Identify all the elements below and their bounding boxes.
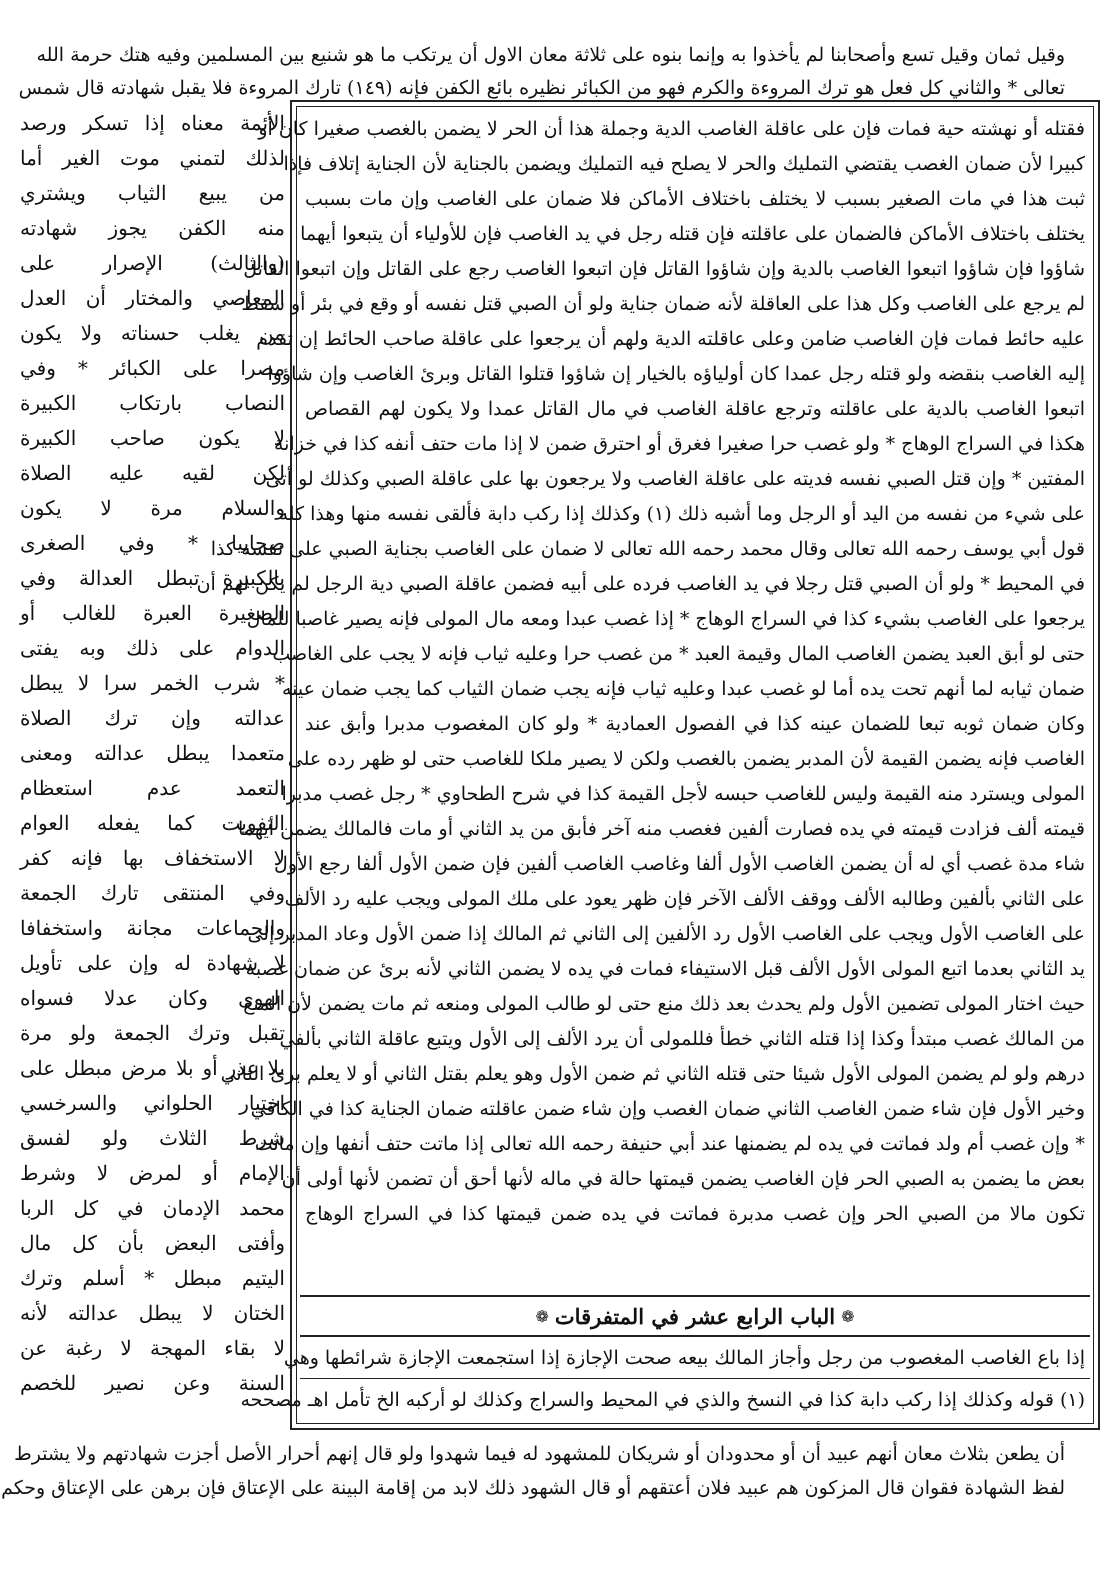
side-line: لكن لقيه عليه الصلاة xyxy=(20,461,285,485)
main-line: يختلف باختلاف الأماكن فالضمان على عاقلته فإن قتله رجل في يد الغاصب فإن للأولياء أن يتبعوا أيهما xyxy=(300,223,1085,245)
side-line: بالكبيرة تبطل العدالة وفي xyxy=(20,566,285,590)
chapter-title: الباب الرابع عشر في المتفرقات xyxy=(554,1303,836,1329)
side-line: الختان لا يبطل عدالته لأنه xyxy=(20,1301,285,1325)
main-line: شاؤوا فإن شاؤوا اتبعوا الغاصب بالدية وإن شاؤوا القاتل فإن اتبعوا الغاصب رجع على القاتل وإن اتبعوا القاتل xyxy=(243,258,1085,280)
side-line: لذلك لتمني موت الغير أما xyxy=(20,146,285,170)
main-line: يرجعوا على الغاصب بشيء كذا في السراج الوهاج * إذا غصب عبدا ومعه مال المولى فإنه يصير غاصبا للمال xyxy=(246,608,1085,630)
main-line: على الغاصب الأول ويجب على الغاصب الأول رد الألفين إلى الثاني ثم المالك إذا ضمن الأول وعاد المدبر إلى xyxy=(247,923,1085,945)
main-line: من المالك غصب مبتدأ وكذا إذا قتله الثاني خطأ فللمولى أن يرد الألف إلى الأول ويتبع عاقلة الثاني بألفي xyxy=(279,1028,1085,1050)
side-line: وفي المنتقى تارك الجمعة xyxy=(20,881,285,905)
main-line: درهم ولو لم يضمن المولى الأول شيئا حتى قتله الثاني ثم ضمن الأول وهو يعلم بقتل الثاني أو لا يعلم برئ الثاني xyxy=(220,1063,1085,1085)
main-line: ثبت هذا في مات الصغير بسبب لا يختلف باختلاف الأماكن فلا ضمان على الغاصب وإن مات بسبب xyxy=(305,188,1085,210)
side-line: متعمدا يبطل عدالته ومعنى xyxy=(20,741,285,765)
side-line: النصاب بارتكاب الكبيرة xyxy=(20,391,285,415)
side-line: وأفتى البعض بأن كل مال xyxy=(20,1231,285,1255)
main-line: تكون مالا من الصبي الحر وإن غصب مدبرة فماتت في يده ضمن قيمتها كذا في السراج الوهاج xyxy=(305,1203,1085,1225)
side-line: صحابيا * وفي الصغرى xyxy=(20,531,285,555)
side-line: الهوى وكان عدلا فسواه xyxy=(20,986,285,1010)
chapter-first-line: إذا باع الغاصب المغصوب من رجل وأجاز المالك بيعه صحت الإجازة إذا استجمعت الإجازة شرائطها وهي xyxy=(283,1347,1085,1369)
side-line: * شرب الخمر سرا لا يبطل xyxy=(20,671,285,695)
main-line: على الثاني بألفين وطالبه الألف ووقف الألف الآخر فإن ظهر يعود على ملك المولى ويجب عليه رد الألف xyxy=(284,888,1085,910)
main-line: على شيء من نفسه من اليد أو الرجل وما أشبه ذلك (١) وكذلك إذا ركب دابة فألقى نفسه منها وهذا كله xyxy=(278,503,1085,525)
side-line: الأئمة معناه إذا تسكر ورصد xyxy=(20,111,285,135)
side-line: اليتيم مبطل * أسلم وترك xyxy=(20,1266,285,1290)
side-line: تقبل وترك الجمعة ولو مرة xyxy=(20,1021,285,1045)
side-line: لا بقاء المهجة لا رغبة عن xyxy=(20,1336,285,1360)
side-line: السنة وعن نصير للخصم xyxy=(20,1371,285,1395)
ornament-icon: ❁ xyxy=(535,1306,549,1326)
side-line: والجماعات مجانة واستخفافا xyxy=(20,916,285,940)
side-line: (والثالث) الإصرار على xyxy=(20,251,285,275)
main-line: إليه الغاصب بنقضه ولو قتله رجل عمدا كان أولياؤه بالخيار إن شاؤوا قتلوا القاتل وبرئ الغاصب وإن شاؤوا xyxy=(267,363,1085,385)
main-line: يد الثاني بعدما اتبع المولى الأول الألف قبل الاستيفاء فمات في يده لا يضمن الثاني لأنه برئ عن ضمان غصبه xyxy=(245,958,1085,980)
main-line: وكان ضمان ثوبه تبعا للضمان عينه كذا في الفصول العمادية * ولو كان المغصوب مدبرا وأبق عند xyxy=(305,713,1085,735)
footer-line-2: لفظ الشهادة فقوان قال المزكون هم عبيد فلان أعتقهم أو قال الشهود ذلك لابد من إقامة البينة على الإعتاق فإن برهن على الإعتاق وحكم xyxy=(1,1477,1065,1499)
side-line: عدالته وإن ترك الصلاة xyxy=(20,706,285,730)
side-line: من يغلب حسناته ولا يكون xyxy=(20,321,285,345)
main-line: لم يرجع على الغاصب وكل هذا على العاقلة لأنه ضمان جناية ولو أن الصبي قتل نفسه أو وقع في بئر أو سقط xyxy=(241,293,1085,315)
main-line: عليه حائط فمات فإن الغاصب ضامن وعلى عاقلته الدية ولهم أن يرجعوا على عاقلة صاحب الحائط إن تقدم xyxy=(256,328,1085,350)
main-line: المفتين * وإن قتل الصبي نفسه فديته على عاقلة الغاصب ولا يرجعون بها على عاقلة الصبي وكذلك لو أتى xyxy=(265,468,1085,490)
main-line: ضمان ثيابه لما أنهم تحت يده أما لو غصب عبدا وعليه ثياب فإنه يجب ضمان الثياب كما يجب ضمان عينه xyxy=(281,678,1085,700)
side-line: التفويت كما يفعله العوام xyxy=(20,811,285,835)
footnote-divider xyxy=(300,1378,1090,1379)
side-line: التعمد عدم استعظام xyxy=(20,776,285,800)
side-line: المعاصي والمختار أن العدل xyxy=(20,286,285,310)
side-line: منه الكفن يجوز شهادته xyxy=(20,216,285,240)
side-line: الدوام على ذلك وبه يفتى xyxy=(20,636,285,660)
side-line: لا يكون صاحب الكبيرة xyxy=(20,426,285,450)
main-line: فقتله أو نهشته حية فمات فإن على عاقلة الغاصب الدية وجملة هذا أن الحر لا يضمن بالغصب صغيرا كان أو xyxy=(258,118,1085,140)
ornament-icon: ❁ xyxy=(841,1306,855,1326)
header-line-2: تعالى * والثاني كل فعل هو ترك المروءة والكرم فهو من الكبائر نظيره بائع الكفن فإنه (١٤٩) تارك المروءة فلا يقبل شهادته قال شمس xyxy=(18,77,1065,99)
header-line-1: وقيل ثمان وقيل تسع وأصحابنا لم يأخذوا به وإنما بنوه على ثلاثة معان الاول أن يرتكب ما هو شنيع بين المسلمين وفيه هتك حرمة الله xyxy=(36,44,1065,66)
footer-line-1: أن يطعن بثلاث معان أنهم عبيد أن أو محدودان أو شريكان للمشهود له فيما شهدوا ولو قال إنهم أحرار الأصل أجزت شهادتهم ولا يشترط xyxy=(14,1443,1065,1465)
side-line: شرط الثلاث ولو لفسق xyxy=(20,1126,285,1150)
main-line: المولى ويسترد منه القيمة وليس للغاصب حبسه لأجل القيمة كذا في شرح الطحاوي * رجل غصب مدبرا xyxy=(281,783,1085,805)
side-line: لا الاستخفاف بها فإنه كفر xyxy=(20,846,285,870)
side-line: والسلام مرة لا يكون xyxy=(20,496,285,520)
chapter-heading-box xyxy=(300,1295,1090,1337)
main-line: حيث اختار المولى تضمين الأول ولم يحدث بعد ذلك منع حتى لو طالب المولى ومنعه ثم مات يضمن لأن المنع xyxy=(243,993,1085,1015)
side-line: مصرا على الكبائر * وفي xyxy=(20,356,285,380)
main-line: وخير الأول فإن شاء ضمن الغاصب الثاني ضمان الغصب وإن شاء ضمن عاقلته ضمان الجناية كذا في الكافي xyxy=(250,1098,1085,1120)
side-line: الصغيرة العبرة للغالب أو xyxy=(20,601,285,625)
main-line: * وإن غصب أم ولد فماتت في يده لم يضمنها عند أبي حنيفة رحمه الله تعالى إذا ماتت حتف أنفها وإن ماتت xyxy=(254,1133,1085,1155)
main-line: في المحيط * ولو أن الصبي قتل رجلا في يد الغاصب فرده على أبيه فضمن عاقلة الصبي دية الرجل لم يكن لهم أن xyxy=(196,573,1085,595)
main-line: اتبعوا الغاصب بالدية على عاقلته وترجع عاقلة الغاصب في مال القاتل عمدا ولا يكون لهم القصاص xyxy=(305,398,1085,420)
main-line: هكذا في السراج الوهاج * ولو غصب حرا صغيرا فغرق أو احترق ضمن لا إذا مات حتف أنفه كذا في خزانة xyxy=(273,433,1085,455)
side-line: لا شهادة له وإن على تأويل xyxy=(20,951,285,975)
main-line: كبيرا لأن ضمان الغصب يقتضي التمليك والحر لا يصلح فيه التمليك ويضمن بالجناية لأن الجناية إتلاف فإذا xyxy=(283,153,1085,175)
main-line: حتى لو أبق العبد يضمن الغاصب المال وقيمة العبد * من غصب حرا وعليه ثياب فإنه لا يجب على الغاصب xyxy=(272,643,1085,665)
main-line: قول أبي يوسف رحمه الله تعالى وقال محمد رحمه الله تعالى لا ضمان على الغاصب بجناية الصبي على نفسه كذا xyxy=(210,538,1085,560)
side-line: الإمام أو لمرض لا وشرط xyxy=(20,1161,285,1185)
main-line: بعض ما يضمن به الصبي الحر فإن الغاصب يضمن قيمتها حالة في ماله لأنها أحق أن تضمن لأنها أولى أن xyxy=(281,1168,1085,1190)
main-line: شاء مدة غصب أي له أن يضمن الغاصب الأول ألفا وغاصب الغاصب ألفين فإن ضمن الأول ألفا رجع الأول xyxy=(274,853,1085,875)
side-line: اختيار الحلواني والسرخسي xyxy=(20,1091,285,1115)
main-line: الغاصب فإنه يضمن القيمة لأن المدبر يضمن بالغصب ولكن لا يصير ملكا للغاصب حتى لو ظهر رده على xyxy=(287,748,1085,770)
side-line: بلا عذر أو بلا مرض مبطل على xyxy=(20,1056,285,1080)
main-line: قيمته ألف فزادت قيمته في يده فصارت ألفين فغصب منه آخر فأبق من يد الثاني أو مات فالمالك يضمن أيهما xyxy=(237,818,1085,840)
side-line: من يبيع الثياب ويشتري xyxy=(20,181,285,205)
side-line: محمد الإدمان في كل الربا xyxy=(20,1196,285,1220)
footnote: (١) قوله وكذلك إذا ركب دابة كذا في النسخ والذي في المحيط والسراج وكذلك لو أركبه الخ تأمل اهـ مصححه xyxy=(240,1389,1085,1411)
